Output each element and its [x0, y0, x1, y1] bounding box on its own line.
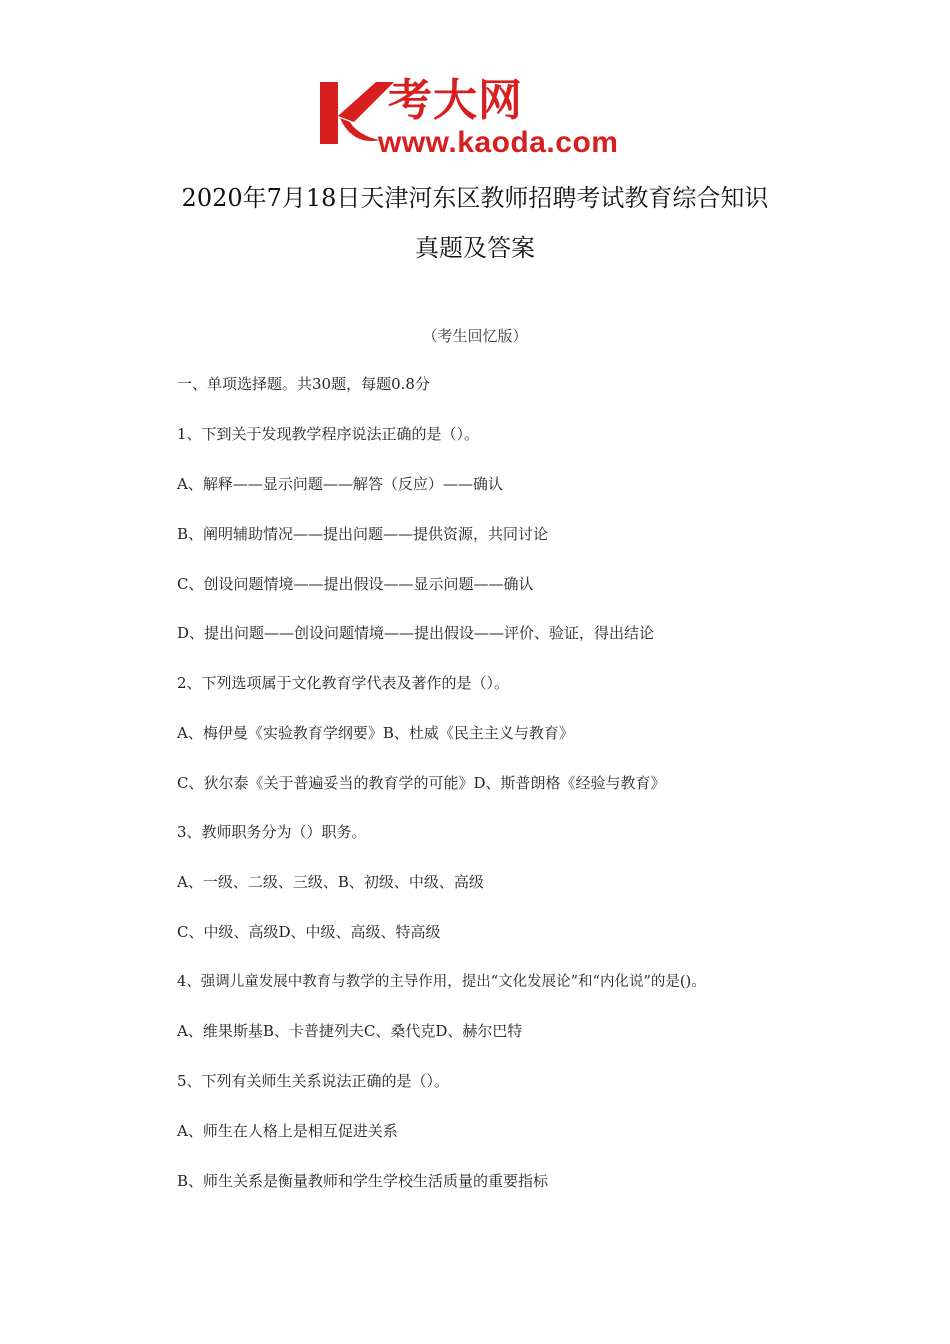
question-1-option-c: C、创设问题情境——提出假设——显示问题——确认 [177, 575, 534, 593]
question-5-option-b: B、师生关系是衡量教师和学生学校生活质量的重要指标 [177, 1172, 549, 1190]
question-2-options-ab: A、梅伊曼《实验教育学纲要》B、杜威《民主主义与教育》 [177, 724, 574, 742]
question-1: 1、下到关于发现教学程序说法正确的是（）。 [177, 425, 480, 443]
question-1-option-b: B、阐明辅助情况——提出问题——提供资源，共同讨论 [177, 525, 549, 543]
question-4-options: A、维果斯基B、卡普捷列夫C、桑代克D、赫尔巴特 [177, 1022, 523, 1040]
logo-brand-text: 考大网 [388, 75, 523, 126]
document-title-line2: 真题及答案 [415, 234, 535, 262]
question-5-option-a: A、师生在人格上是相互促进关系 [177, 1122, 398, 1140]
question-2: 2、下列选项属于文化教育学代表及著作的是（）。 [177, 674, 510, 692]
logo-url-text: www.kaoda.com [378, 126, 619, 159]
question-2-options-cd: C、狄尔泰《关于普遍妥当的教育学的可能》D、斯普朗格《经验与教育》 [177, 774, 666, 792]
document-subtitle: （考生回忆版） [422, 327, 528, 345]
question-3-options-cd: C、中级、高级D、中级、高级、特高级 [177, 923, 441, 941]
question-1-option-a: A、解释——显示问题——解答（反应）——确认 [177, 475, 503, 493]
question-5: 5、下列有关师生关系说法正确的是（）。 [177, 1072, 450, 1090]
question-4: 4、强调儿童发展中教育与教学的主导作用，提出“文化发展论”和“内化说”的是()。 [177, 974, 706, 990]
question-3-options-ab: A、一级、二级、三级、B、初级、中级、高级 [177, 873, 484, 891]
document-title-line1: 2020年7月18日天津河东区教师招聘考试教育综合知识 [181, 184, 769, 212]
section-heading: 一、单项选择题。共30题，每题0.8分 [177, 375, 430, 393]
kaoda-logo [318, 75, 640, 159]
question-3: 3、教师职务分为（）职务。 [177, 823, 367, 841]
question-1-option-d: D、提出问题——创设问题情境——提出假设——评价、验证，得出结论 [177, 624, 655, 642]
